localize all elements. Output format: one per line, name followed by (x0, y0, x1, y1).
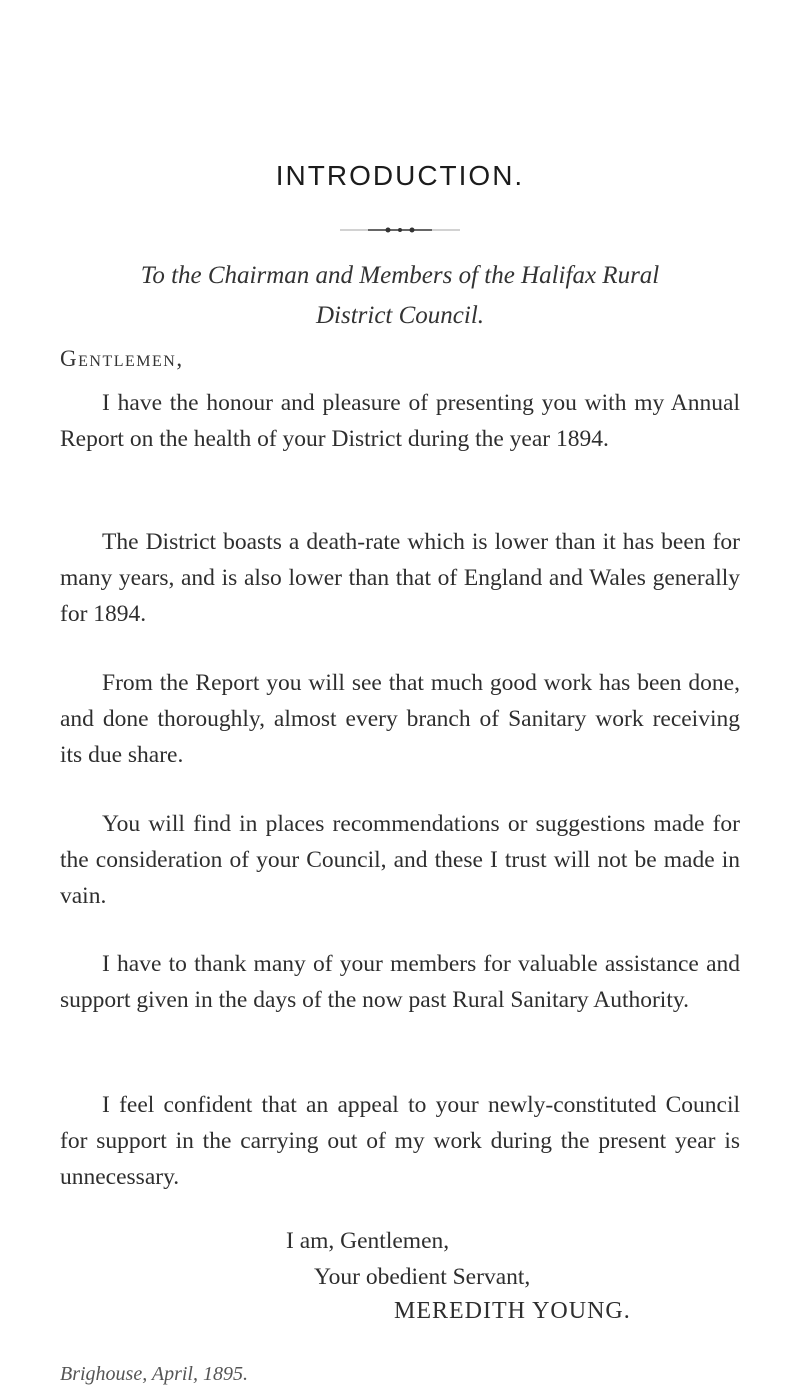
paragraph-5: I have to thank many of your members for valuable assistance and support given in the days of the now past Rural Sanitary Authority. (60, 951, 740, 1013)
address-line-2: District Council. (315, 302, 485, 329)
address-line (60, 256, 740, 336)
closing-line-2: Your obedient Servant, (314, 1264, 531, 1290)
page-title: INTRODUCTION. (275, 160, 525, 191)
paragraph-1: I have the honour and pleasure of presenting you with my Annual Report on the health of your District during the year 1894. (60, 390, 740, 452)
place-date: Brighouse, April, 1895. (60, 1363, 248, 1385)
address-line-1: To the Chairman and Members of the Halifax Rural (140, 262, 660, 289)
salutation: Gentlemen, (60, 346, 184, 371)
closing-line-1: I am, Gentlemen, (286, 1228, 450, 1254)
paragraph-2: The District boasts a death-rate which is lower than it has been for many years, and is also lower than that of England and Wales generally for 1894. (60, 529, 740, 627)
signature: MEREDITH YOUNG. (394, 1298, 631, 1324)
paragraph-6: I feel confident that an appeal to your newly-constituted Council for support in the carrying out of my work during the present year is unnecessary. (60, 1092, 740, 1190)
paragraph-3: From the Report you will see that much good work has been done, and done thoroughly, almost every branch of Sanitary work receiving its due share. (60, 670, 740, 768)
ornamental-divider (340, 226, 460, 234)
paragraph-4: You will find in places recommendations or suggestions made for the consideration of your Council, and these I trust will not be made in vain. (60, 811, 740, 909)
